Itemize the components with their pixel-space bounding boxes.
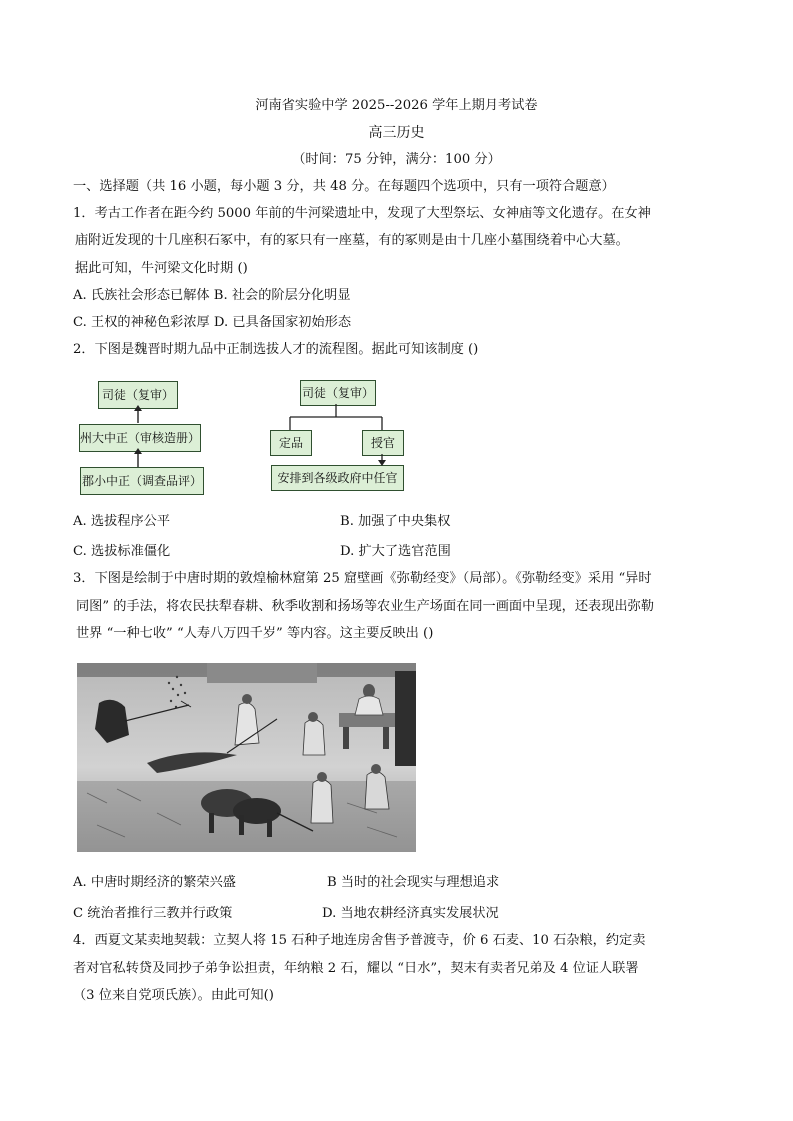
right-flow-top-box: 司徒（复审） xyxy=(300,380,376,406)
q1-options-cd: C. 王权的神秘色彩浓厚 D. 已具备国家初始形态 xyxy=(73,315,352,330)
q2-option-d: D. 扩大了选官范围 xyxy=(340,544,451,559)
q4-line1: 4．西夏文某卖地契载：立契人将 15 石种子地连房舍售予普渡寺，价 6 石麦、10 石杂粮，约定卖 xyxy=(73,933,646,948)
q4-line2: 者对官私转贷及同抄子弟争讼担责，年纳粮 2 石，耀以 “日水”，契末有卖者兄弟及 4 位证人联署 xyxy=(73,961,639,976)
q3-option-d: D. 当地农耕经济真实发展状况 xyxy=(322,906,499,921)
arrow-up-icon xyxy=(134,448,142,454)
q1-line1: 1．考古工作者在距今约 5000 年前的牛河梁遗址中，发现了大型祭坛、女神庙等文化遗存。在女神 xyxy=(73,206,651,221)
q2-option-b: B. 加强了中央集权 xyxy=(340,514,451,529)
q3-line2: 同图” 的手法，将农民扶犁春耕、秋季收割和扬场等农业生产场面在同一画面中呈现，还表现出弥勒 xyxy=(76,599,654,614)
q3-option-a: A. 中唐时期经济的繁荣兴盛 xyxy=(73,875,236,890)
left-flow-bottom-box: 郡小中正（调查品评） xyxy=(80,467,204,495)
q2-stem: 2．下图是魏晋时期九品中正制选拔人才的流程图。据此可知该制度 () xyxy=(73,342,479,357)
exam-subject: 高三历史 xyxy=(368,125,425,141)
q1-options-ab: A. 氏族社会形态已解体 B. 社会的阶层分化明显 xyxy=(73,288,351,303)
right-flow-branch-right-box: 授官 xyxy=(362,430,404,456)
arrow-up-icon xyxy=(134,405,142,411)
exam-title: 河南省实验中学 2025--2026 学年上期月考试卷 xyxy=(255,98,538,113)
q3-option-c: C 统治者推行三教并行政策 xyxy=(73,906,233,921)
q1-line2: 庙附近发现的十几座积石冢中，有的冢只有一座墓，有的冢则是由十几座小墓围绕着中心大墓。 xyxy=(75,233,629,248)
left-flow-top-box: 司徒（复审） xyxy=(98,381,178,409)
arrow-down-icon xyxy=(378,460,386,466)
mural-drawing xyxy=(77,663,416,852)
q3-line1: 3．下图是绘制于中唐时期的敦煌榆林窟第 25 窟壁画《弥勒经变》（局部）。《弥勒经变》采用 “异时 xyxy=(73,571,652,586)
right-flow-connectors xyxy=(285,404,395,468)
q3-option-b: B 当时的社会现实与理想追求 xyxy=(327,875,500,890)
mural-image xyxy=(77,663,416,852)
q4-line3: （3 位来自党项氏族）。由此可知() xyxy=(73,988,274,1003)
q2-option-c: C. 选拔标准僵化 xyxy=(73,544,171,559)
left-flow-arrows xyxy=(120,405,160,471)
right-flow-branch-left-box: 定品 xyxy=(270,430,312,456)
q2-option-a: A. 选拔程序公平 xyxy=(73,514,171,529)
q3-line3: 世界 “一种七收” “人寿八万四千岁” 等内容。这主要反映出 () xyxy=(76,626,434,641)
q1-line3: 据此可知，牛河梁文化时期 () xyxy=(75,261,248,276)
exam-info: （时间：75 分钟，满分：100 分） xyxy=(292,152,501,167)
left-flow-middle-box: 州大中正（审核造册） xyxy=(79,424,201,452)
section-heading: 一、选择题（共 16 小题，每小题 3 分，共 48 分。在每题四个选项中，只有一项符合题意） xyxy=(73,179,615,194)
right-flow-bottom-box: 安排到各级政府中任官 xyxy=(271,465,404,491)
